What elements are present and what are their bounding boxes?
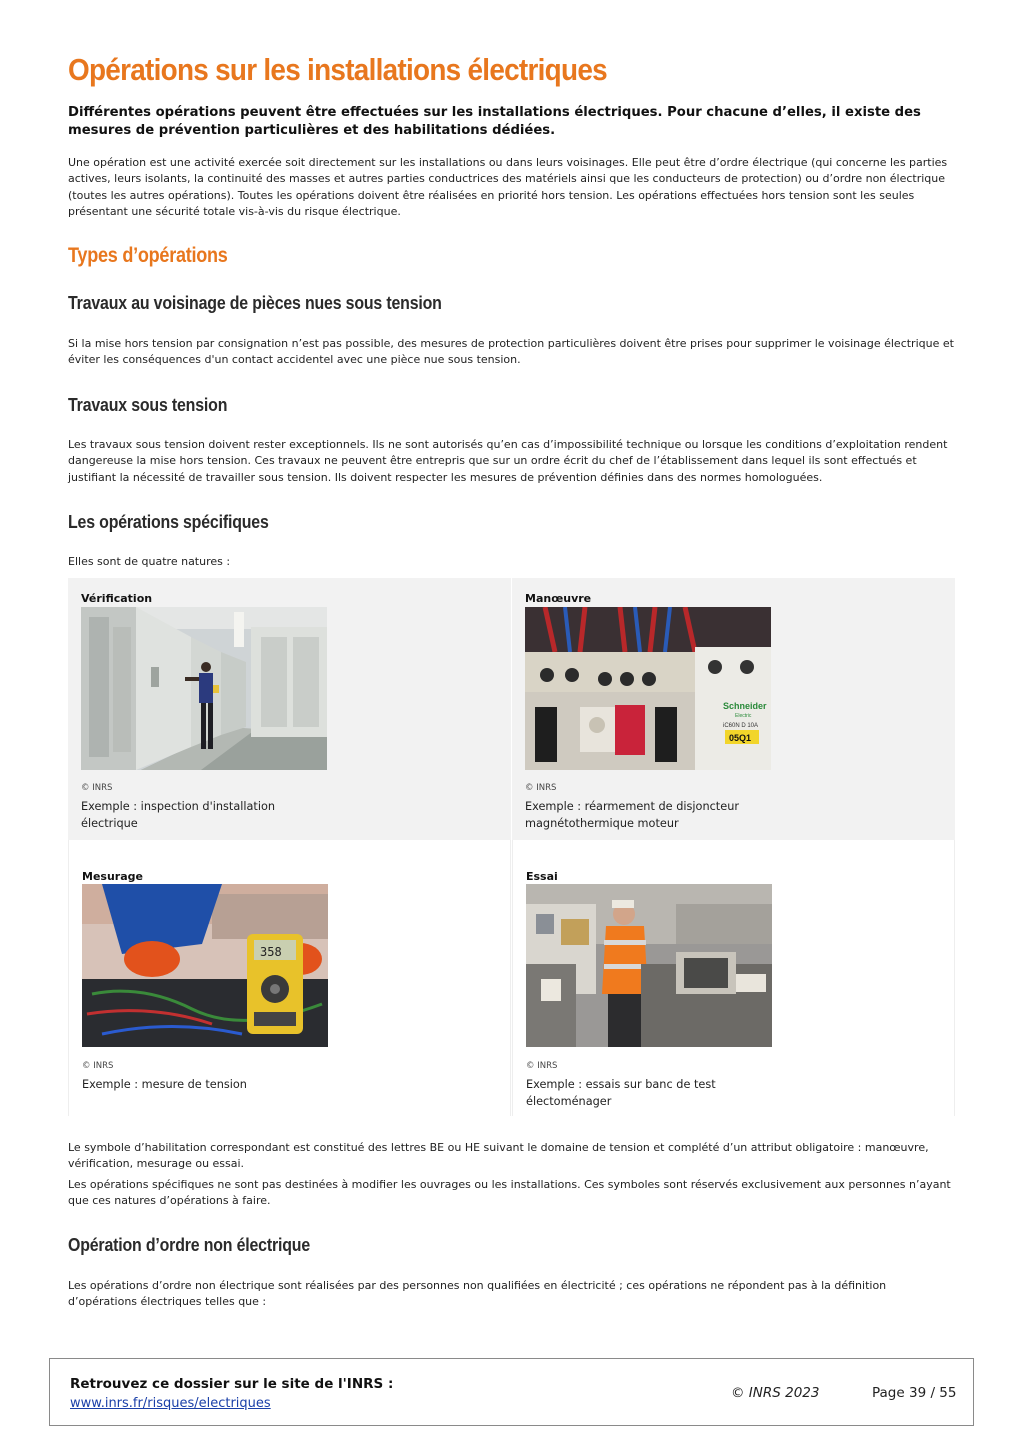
card-caption: Exemple : réarmement de disjoncteur magnétothermique moteur: [525, 800, 739, 830]
card-caption: Exemple : mesure de tension: [82, 1078, 247, 1091]
photo-verification: [81, 607, 327, 770]
breaker-brand: Schneider: [723, 701, 767, 711]
subheading-voisinage: Travaux au voisinage de pièces nues sous tension: [68, 292, 442, 313]
card-manoeuvre: [512, 578, 955, 840]
voisinage-paragraph: Si la mise hors tension par consignation n’est pas possible, des mesures de protection particulières doivent être prises pour supprimer le voisinage électrique et éviter les conséquences d'un contact accidentel avec une pièce nue sous tension.: [68, 337, 954, 367]
photo-manoeuvre: [525, 607, 771, 770]
page-number: Page 39 / 55: [872, 1385, 957, 1401]
breaker-tag: 05Q1: [729, 733, 752, 743]
subheading-sous-tension: Travaux sous tension: [68, 394, 228, 415]
section-heading-types: Types d’opérations: [68, 244, 228, 267]
card-caption: Exemple : essais sur banc de test électoménager: [526, 1078, 716, 1108]
habilitation-paragraph: Le symbole d’habilitation correspondant est constitué des lettres BE ou HE suivant le domaine de tension et complété d’un attribut obligatoire : manœuvre, vérification, mesurage ou essai.: [68, 1141, 929, 1171]
specifiques-note-paragraph: Les opérations spécifiques ne sont pas destinées à modifier les ouvrages ou les installations. Ces symboles sont réservés exclusivement aux personnes n’ayant que ces natures d’opérations à faire.: [68, 1178, 951, 1208]
photo-credit: © INRS: [82, 1061, 114, 1071]
card-label: Essai: [526, 870, 558, 883]
photo-mesurage: [82, 884, 328, 1047]
card-label: Mesurage: [82, 870, 143, 883]
card-label: Manœuvre: [525, 592, 592, 605]
subheading-non-electrique: Opération d’ordre non électrique: [68, 1234, 311, 1255]
page-title: Opérations sur les installations électriques: [68, 52, 607, 87]
photo-credit: © INRS: [526, 1061, 558, 1071]
subheading-specifiques: Les opérations spécifiques: [68, 511, 269, 532]
photo-credit: © INRS: [81, 783, 113, 793]
breaker-rating: iC60N D 10A: [723, 723, 759, 729]
card-caption: Exemple : inspection d'installation électrique: [81, 800, 276, 830]
photo-credit: © INRS: [525, 783, 557, 793]
breaker-brand-sub: Electric: [735, 713, 752, 719]
footer-title: Retrouvez ce dossier sur le site de l'INRS :: [70, 1376, 394, 1392]
operations-grid: [68, 578, 956, 1116]
sous-tension-paragraph: Les travaux sous tension doivent rester exceptionnels. Ils ne sont autorisés qu’en cas d’impossibilité technique ou lorsque les conditions d’exploitation rendent dangereuse la mise hors tension. Ces travaux ne peuvent être entrepris que sur un ordre écrit du chef de l’établissement dans lequel ils sont effectués et justifiant la nécessité de travailler sous tension. Ils doivent respecter les mesures de prévention définies dans des normes homologuées.: [68, 438, 948, 484]
card-mesurage: [68, 840, 511, 1116]
lead-paragraph: Différentes opérations peuvent être effectuées sur les installations électriques. Pour chacune d’elles, il existe des mesures de prévention particulières et des habilitations dédiées.: [68, 105, 921, 138]
card-label: Vérification: [81, 592, 153, 605]
footer-link[interactable]: www.inrs.fr/risques/electriques: [70, 1396, 271, 1411]
card-verification: [68, 578, 511, 840]
non-electrique-paragraph: Les opérations d’ordre non électrique sont réalisées par des personnes non qualifiées en électricité ; ces opérations ne répondent pas à la définition d’opérations électriques telles que :: [68, 1279, 887, 1309]
footer-copyright: © INRS 2023: [731, 1385, 820, 1401]
photo-essai: [526, 884, 772, 1047]
intro-paragraph: Une opération est une activité exercée soit directement sur les installations ou dans leurs voisinages. Elle peut être d’ordre électrique (qui concerne les parties actives, leurs isolants, la continuité des masses et autres parties conductrices des matériels ainsi que les conducteurs de protection) ou d’ordre non électrique (toutes les autres opérations). Toutes les opérations doivent être réalisées en priorité hors tension. Les opérations effectuées hors tension sont les seules présentant une sécurité totale vis-à-vis du risque électrique.: [68, 156, 948, 218]
specifiques-intro: Elles sont de quatre natures :: [68, 555, 231, 568]
page-footer: [49, 1358, 974, 1426]
card-essai: [512, 840, 955, 1116]
meter-reading: 358: [260, 945, 282, 959]
